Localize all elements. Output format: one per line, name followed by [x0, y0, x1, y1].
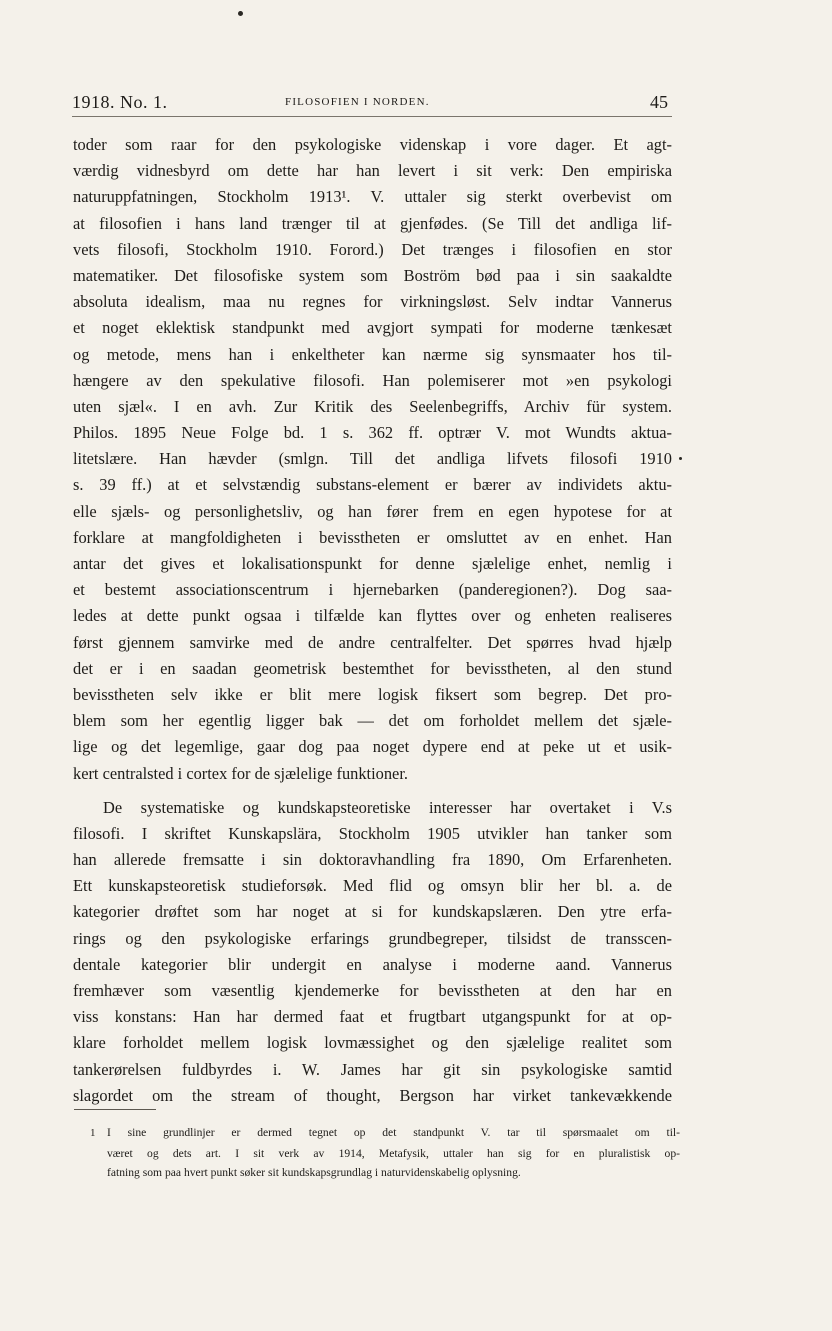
- text-line: at filosofien i hans land trænger til at gjenfødes. (Se Till det andliga lif-: [73, 213, 672, 233]
- text-line: rings og den psykologiske erfarings grundbegreper, tilsidst de transscen-: [73, 928, 672, 948]
- text-line: elle sjæls- og personlighetsliv, og han fører frem en egen hypotese for at: [73, 501, 672, 521]
- text-line: bevisstheten selv ikke er blit mere logisk fiksert som begrep. Det pro-: [73, 684, 672, 704]
- text-line: hængere av den spekulative filosofi. Han polemiserer mot »en psykologi: [73, 370, 672, 390]
- text-line: uten sjæl«. I en avh. Zur Kritik des Seelenbegriffs, Archiv für system.: [73, 396, 672, 416]
- text-line: matematiker. Det filosofiske system som Boström bød paa i sin saakaldte: [73, 265, 672, 285]
- ink-speck: [679, 457, 682, 460]
- text-line: antar det gives et lokalisationspunkt for denne sjælelige enhet, nemlig i: [73, 554, 672, 573]
- text-line: s. 39 ff.) at et selvstændig substans-element er bærer av individets aktu-: [73, 475, 672, 495]
- text-line: vets filosofi, Stockholm 1910. Forord.) Det trænges i filosofien en stor: [73, 239, 672, 259]
- text-line: et bestemt associationscentrum i hjernebarken (panderegionen?). Dog saa-: [73, 580, 672, 600]
- footnote-number: 1: [90, 1127, 96, 1139]
- footnote-line: [90, 1123, 680, 1144]
- text-line: viss konstans: Han har dermed faat et frugtbart utgangspunkt for at op-: [73, 1007, 672, 1027]
- paragraph-gap: [73, 787, 672, 795]
- text-line: og metode, mens han i enkeltheter kan nærme sig synsmaater hos til-: [73, 344, 672, 364]
- text-line: De systematiske og kundskapsteoretiske interesser har overtaket i V.s: [103, 797, 672, 817]
- text-line: ledes at dette punkt ogsaa i tilfælde kan flyttes over og enheten realiseres: [73, 606, 672, 626]
- text-line: litetslære. Han hævder (smlgn. Till det andliga lifvets filosofi 1910: [73, 449, 672, 469]
- text-line: han allerede fremsatte i sin doktoravhandling fra 1890, Om Erfarenheten.: [73, 850, 672, 870]
- main-text: [73, 132, 672, 1109]
- text-line: absoluta idealism, maa nu regnes for virkningsløst. Selv indtar Vannerus: [73, 292, 672, 312]
- text-line: fremhæver som væsentlig kjendemerke for bevisstheten at den har en: [73, 981, 672, 1000]
- text-line: slagordet om the stream of thought, Bergson har virket tankevækkende: [73, 1085, 672, 1105]
- running-header: [72, 92, 672, 116]
- text-line: forklare at mangfoldigheten i bevisstheten er omsluttet av en enhet. Han: [73, 527, 672, 547]
- footnote-rule: [74, 1109, 156, 1110]
- page-number: 45: [650, 92, 668, 112]
- text-line: et noget eklektisk standpunkt med avgjort sympati for moderne tænkesæt: [73, 318, 672, 338]
- header-rule: [72, 116, 672, 117]
- ink-speck: [238, 11, 243, 16]
- text-line: tankerørelsen fuldbyrdes i. W. James har git sin psykologiske samtid: [73, 1059, 672, 1079]
- text-line: klare forholdet mellem logisk lovmæssighet og den sjælelige realitet som: [73, 1033, 672, 1053]
- text-line: lige og det legemlige, gaar dog paa noget dypere end at peke ut et usik-: [73, 737, 672, 757]
- header-title: FILOSOFIEN I NORDEN.: [285, 96, 430, 108]
- text-line: naturuppfatningen, Stockholm 1913¹. V. uttaler sig sterkt overbevist om: [73, 187, 672, 207]
- text-line: kert centralsted i cortex for de sjælelige funktioner.: [73, 763, 408, 783]
- footnote-text: I sine grundlinjer er dermed tegnet op det standpunkt V. tar til spørsmaalet om til-: [107, 1126, 680, 1139]
- text-line: det er i en saadan geometrisk bestemthet for bevisstheten, al den stund: [73, 658, 672, 678]
- text-line: toder som raar for den psykologiske videnskap i vore dager. Et agt-: [73, 135, 672, 154]
- header-volume: 1918. No. 1.: [72, 92, 168, 112]
- text-line: værdig vidnesbyrd om dette har han levert i sit verk: Den empiriska: [73, 161, 672, 181]
- footnote: [90, 1123, 680, 1183]
- text-line: filosofi. I skriftet Kunskapslära, Stockholm 1905 utvikler han tanker som: [73, 823, 672, 843]
- text-line: dentale kategorier blir undergit en analyse i moderne aand. Vannerus: [73, 954, 672, 974]
- text-line: Ett kunskapsteoretisk studieforsøk. Med flid og omsyn blir her bl. a. de: [73, 876, 672, 896]
- text-line: blem som her egentlig ligger bak — det om forholdet mellem det sjæle-: [73, 711, 672, 731]
- text-line: først gjennem samvirke med de andre centralfelter. Det spørres hvad hjælp: [73, 632, 672, 652]
- text-line: Philos. 1895 Neue Folge bd. 1 s. 362 ff. optrær V. mot Wundts aktua-: [73, 423, 672, 443]
- footnote-line: været og dets art. I sit verk av 1914, Metafysik, uttaler han sig for en pluralistisk op-: [107, 1146, 680, 1160]
- text-line: kategorier drøftet som har noget at si for kundskapslæren. Den ytre erfa-: [73, 902, 672, 922]
- footnote-line: fatning som paa hvert punkt søker sit kundskapsgrundlag i naturvidenskabelig oplysning.: [107, 1166, 521, 1179]
